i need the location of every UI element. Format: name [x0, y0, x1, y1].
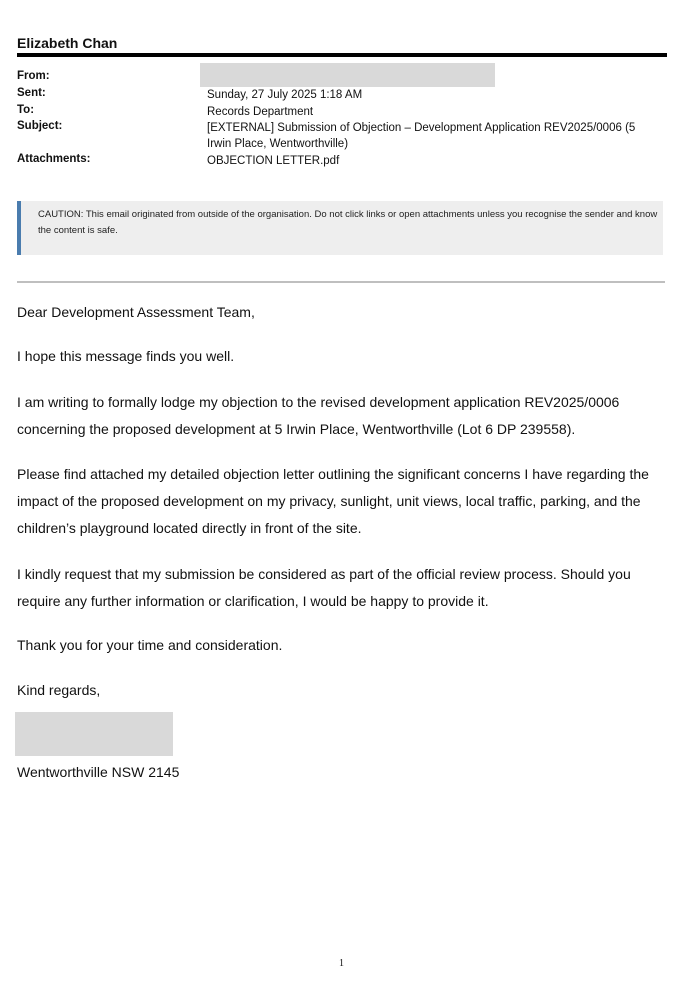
- body-paragraph: Please find attached my detailed objection letter outlining the significant concerns I have regarding the impact of the proposed development on my privacy, sunlight, unit views, local traffic, parking, and the children’s playground located directly in front of the site.: [17, 466, 649, 536]
- attachment-link[interactable]: OBJECTION LETTER.pdf: [207, 155, 340, 167]
- to-label: To:: [17, 104, 35, 116]
- from-redaction: [200, 63, 495, 87]
- subject-value: [EXTERNAL] Submission of Objection – Development Application REV2025/0006 (5 Irwin Place, Wentworthville): [207, 122, 636, 150]
- signature-location: Wentworthville NSW 2145: [17, 764, 180, 780]
- subject-label: Subject:: [17, 120, 63, 132]
- to-value: Records Department: [207, 106, 314, 118]
- body-paragraph: I am writing to formally lodge my objection to the revised development application REV2025/0006 concerning the proposed development at 5 Irwin Place, Wentworthville (Lot 6 DP 239558).: [17, 394, 620, 437]
- body-paragraph: I kindly request that my submission be considered as part of the official review process. Should you require any further information or clarification, I would be happy to provide it.: [17, 566, 631, 609]
- attachments-label: Attachments:: [17, 153, 91, 165]
- caution-banner: [17, 201, 663, 255]
- from-label: From:: [17, 70, 50, 82]
- body-paragraph: Thank you for your time and consideration.: [17, 637, 283, 653]
- body-paragraph: I hope this message finds you well.: [17, 348, 235, 364]
- page-number: 1: [339, 958, 344, 969]
- header-rule: [17, 53, 667, 57]
- signature-redaction: [15, 712, 173, 756]
- body-greeting: Dear Development Assessment Team,: [17, 304, 255, 320]
- caution-text: CAUTION: This email originated from outside of the organisation. Do not click links or open attachments unless you recognise the sender and know the content is safe.: [38, 209, 658, 236]
- sender-name: Elizabeth Chan: [17, 35, 118, 51]
- body-signoff: Kind regards,: [17, 682, 101, 698]
- sent-label: Sent:: [17, 87, 46, 99]
- sent-value: Sunday, 27 July 2025 1:18 AM: [207, 89, 363, 101]
- separator-rule: [17, 281, 665, 283]
